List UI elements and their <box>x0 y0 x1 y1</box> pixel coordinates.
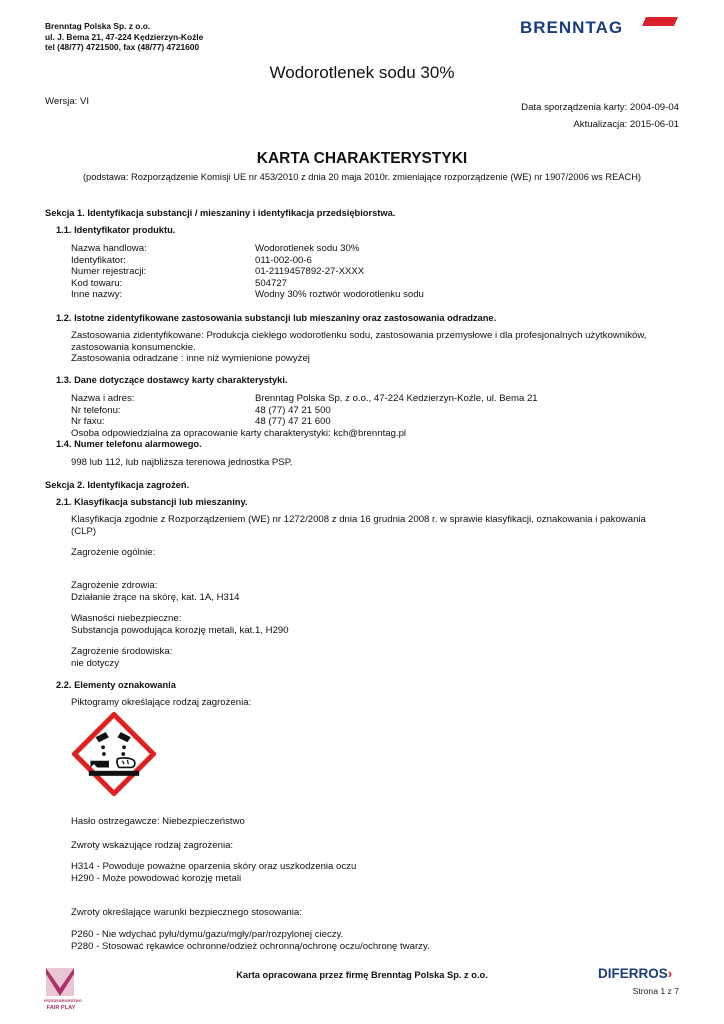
subsection-1-2-title: 1.2. Istotne zidentyfikowane zastosowania substancji lub mieszaniny oraz zastosowania odradzane. <box>56 313 497 323</box>
value-fax: 48 (77) 47 21 600 <box>255 416 331 427</box>
pictograms-label: Piktogramy określające rodzaj zagrożenia: <box>71 697 252 708</box>
uses-text <box>71 330 691 365</box>
uses-identified-cont: zastosowania konsumenckie. <box>71 341 196 353</box>
company-name: Brenntag Polska Sp. z o.o. <box>45 21 151 31</box>
label-other-names: Inne nazwy: <box>71 289 123 300</box>
diferros-arrow-icon: › <box>667 966 673 981</box>
subsection-1-3-title: 1.3. Dane dotyczące dostawcy karty charakterystyki. <box>56 375 288 385</box>
signal-word: Hasło ostrzegawcze: Niebezpieczeństwo <box>71 816 245 827</box>
physical-hazard-block <box>71 613 691 636</box>
environmental-hazard-label: Zagrożenie środowiska: <box>71 646 173 657</box>
hazard-statement-h314: H314 - Powoduje poważne oparzenia skóry oraz uszkodzenia oczu <box>71 861 357 872</box>
version-label: Wersja: VI <box>45 96 90 107</box>
classification-line-1: Klasyfikacja zgodnie z Rozporządzeniem (WE) nr 1272/2008 z dnia 16 grudnia 2008 r. w sprawie klasyfikacji, oznakowania i pakowania <box>71 514 646 525</box>
updated-date: Aktualizacja: 2015-06-01 <box>573 119 679 130</box>
label-fax: Nr faxu: <box>71 416 105 427</box>
diferros-logo <box>598 966 672 982</box>
hazard-statements <box>71 861 691 884</box>
precautionary-statements <box>71 929 691 952</box>
product-identifiers-values <box>255 243 424 301</box>
supplier-values <box>255 393 538 428</box>
company-address-block <box>45 21 203 53</box>
uses-identified: Zastosowania zidentyfikowane: Produkcja ciekłego wodorotlenku sodu, zastosowania przemysłowe i dla profesjonalnych użytkowników, <box>71 330 647 341</box>
emergency-phone-text: 998 lub 112, lub najbliższa terenowa jednostka PSP. <box>71 457 293 468</box>
product-title: Wodorotlenek sodu 30% <box>269 63 455 82</box>
subsection-2-1-title: 2.1. Klasyfikacja substancji lub mieszaniny. <box>56 497 248 507</box>
created-date: Data sporządzenia karty: 2004-09-04 <box>521 102 679 113</box>
card-title: KARTA CHARAKTERYSTYKI <box>256 150 468 167</box>
label-trade-name: Nazwa handlowa: <box>71 243 147 254</box>
uses-advised-against: Zastosowania odradzane : inne niż wymienione powyżej <box>71 353 310 364</box>
dates-block <box>521 99 679 133</box>
subsection-1-4-title: 1.4. Numer telefonu alarmowego. <box>56 439 202 449</box>
health-hazard-label: Zagrożenie zdrowia: <box>71 580 158 591</box>
hazard-general-label: Zagrożenie ogólnie: <box>71 547 156 558</box>
diferros-logo-text: DIFERROS <box>598 966 668 981</box>
environmental-hazard-value: nie dotyczy <box>71 657 119 669</box>
supplier-labels <box>71 393 134 428</box>
company-street: ul. J. Bema 21, 47-224 Kędzierzyn-Koźle <box>45 31 204 42</box>
value-other-names: Wodny 30% roztwór wodorotlenku sodu <box>255 289 424 300</box>
subsection-1-1-title: 1.1. Identyfikator produktu. <box>56 225 176 235</box>
brenntag-logo <box>518 14 680 38</box>
hazard-statement-h290: H290 - Może powodować korozję metali <box>71 872 242 884</box>
label-identifier: Identyfikator: <box>71 254 126 266</box>
corrosion-ghs05-icon <box>72 712 156 796</box>
value-identifier: 011-002-00-6 <box>255 254 312 266</box>
label-name-address: Nazwa i adres: <box>71 393 135 404</box>
physical-hazard-label: Własności niebezpieczne: <box>71 613 182 624</box>
footer-prepared-by: Karta opracowana przez firmę Brenntag Polska Sp. z o.o. <box>236 970 488 980</box>
fair-play-line-1: PRZEDSIĘBIORSTWO <box>44 999 82 1003</box>
value-phone: 48 (77) 47 21 500 <box>255 404 331 416</box>
health-hazard-value: Działanie żrące na skórę, kat. 1A, H314 <box>71 591 240 603</box>
company-phone: tel (48/77) 4721500, fax (48/77) 4721600 <box>45 42 200 53</box>
classification-text <box>71 514 691 537</box>
health-hazard-block <box>71 580 691 603</box>
value-trade-name: Wodorotlenek sodu 30% <box>255 243 360 254</box>
section-1-title: Sekcja 1. Identyfikacja substancji / mieszaniny i identyfikacja przedsiębiorstwa. <box>45 208 396 218</box>
page-number: Strona 1 z 7 <box>632 986 679 996</box>
fair-play-label <box>44 998 82 1011</box>
environmental-hazard-block <box>71 646 691 669</box>
precautionary-statements-label: Zwroty określające warunki bezpiecznego stosowania: <box>71 907 302 918</box>
fair-play-line-2: FAIR PLAY <box>46 1004 76 1011</box>
label-phone: Nr telefonu: <box>71 404 121 416</box>
value-name-address: Brenntag Polska Sp. z o.o., 47-224 Kedzierzyn-Koźle, ul. Bema 21 <box>255 393 538 404</box>
label-product-code: Kod towaru: <box>71 277 123 289</box>
product-identifiers-labels <box>71 243 147 301</box>
responsible-person: Osoba odpowiedzialna za opracowanie karty charakterystyki: kch@brenntag.pl <box>71 428 407 439</box>
brenntag-logo-text: BRENNTAG <box>520 18 624 37</box>
precautionary-statement-p260: P260 - Nie wdychać pyłu/dymu/gazu/mgły/par/rozpylonej cieczy. <box>71 929 344 940</box>
value-registration-number: 01-2119457892-27-XXXX <box>255 266 365 277</box>
physical-hazard-value: Substancja powodująca korozję metali, kat.1, H290 <box>71 624 289 636</box>
classification-line-2: (CLP) <box>71 525 97 537</box>
section-2-title: Sekcja 2. Identyfikacja zagrożeń. <box>45 480 190 490</box>
precautionary-statement-p280: P280 - Stosować rękawice ochronne/odzież ochronną/ochronę oczu/ochronę twarzy. <box>71 940 430 952</box>
value-product-code: 504727 <box>255 277 288 289</box>
brenntag-logo-accent-icon <box>642 17 678 26</box>
legal-basis: (podstawa: Rozporządzenie Komisji UE nr 453/2010 z dnia 20 maja 2010r. zmieniające rozporządzenie (WE) nr 1907/2006 ws REACH) <box>82 172 642 182</box>
subsection-2-2-title: 2.2. Elementy oznakowania <box>56 680 176 690</box>
label-registration-number: Numer rejestracji: <box>71 266 147 277</box>
hazard-statements-label: Zwroty wskazujące rodzaj zagrożenia: <box>71 840 234 851</box>
